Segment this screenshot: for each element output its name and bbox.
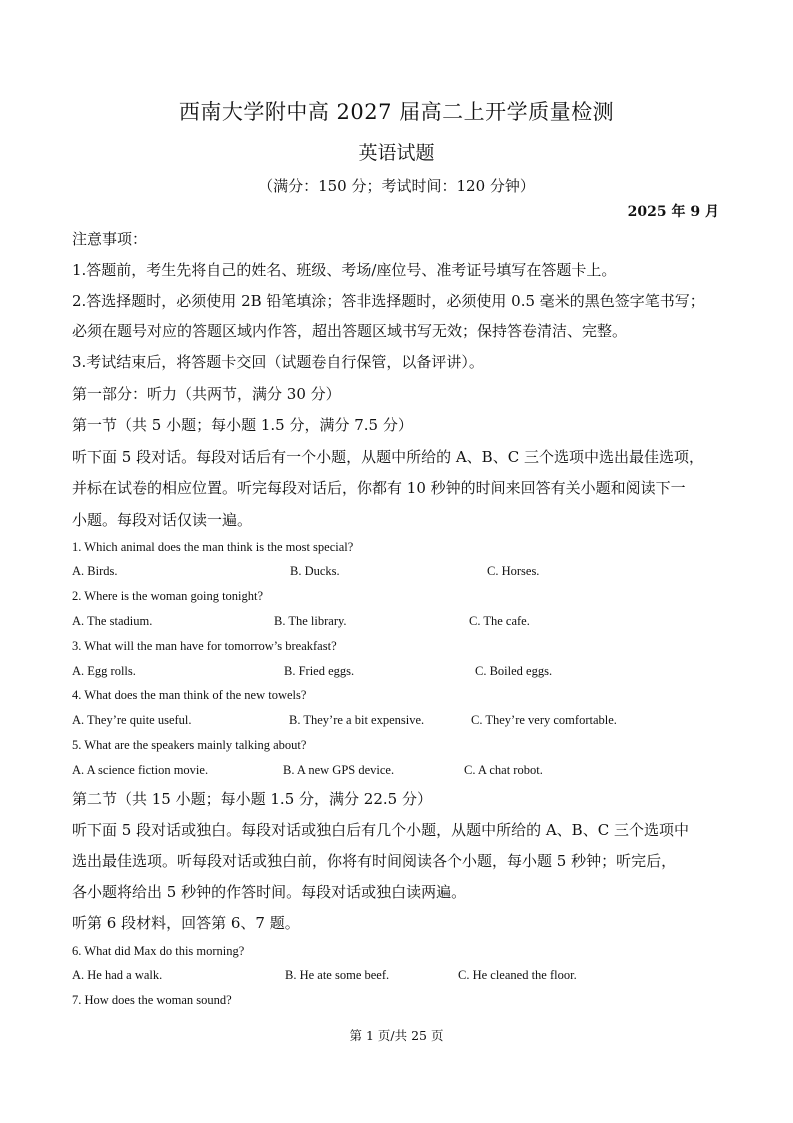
- section1-instructions-1: 听下面 5 段对话。每段对话后有一个小题，从题中所给的 A、B、C 三个选项中选出最佳选项，: [72, 448, 704, 466]
- notice-item-2: 2.答选择题时，必须使用 2B 铅笔填涂；答非选择题时，必须使用 0.5 毫米的黑色签字笔书写；: [72, 292, 705, 310]
- q4-option-b: B. They’re a bit expensive.: [289, 713, 425, 727]
- q1-option-b: B. Ducks.: [290, 564, 340, 578]
- q6-option-a: A. He had a walk.: [72, 968, 163, 982]
- q3-option-b: B. Fried eggs.: [284, 664, 355, 678]
- section1-instructions-3: 小题。每段对话仅读一遍。: [72, 511, 253, 529]
- question-2: 2. Where is the woman going tonight?: [72, 589, 264, 603]
- q5-option-a: A. A science fiction movie.: [72, 763, 209, 777]
- section2-heading: 第二节（共 15 小题；每小题 1.5 分，满分 22.5 分）: [72, 790, 432, 808]
- question-7: 7. How does the woman sound?: [72, 993, 232, 1007]
- section2-instructions-3: 各小题将给出 5 秒钟的作答时间。每段对话或独白读两遍。: [72, 883, 467, 901]
- q1-option-a: A. Birds.: [72, 564, 118, 578]
- notice-item-3: 3.考试结束后，将答题卡交回（试题卷自行保管，以备评讲）。: [72, 353, 484, 371]
- part1-heading: 第一部分：听力（共两节，满分 30 分）: [72, 385, 341, 403]
- q3-option-c: C. Boiled eggs.: [475, 664, 553, 678]
- q3-option-a: A. Egg rolls.: [72, 664, 136, 678]
- exam-meta: （满分：150 分；考试时间：120 分钟）: [258, 177, 535, 195]
- notice-heading: 注意事项：: [72, 230, 148, 248]
- q6-option-b: B. He ate some beef.: [285, 968, 390, 982]
- q6-option-c: C. He cleaned the floor.: [458, 968, 577, 982]
- q2-option-b: B. The library.: [274, 614, 347, 628]
- material-6-heading: 听第 6 段材料，回答第 6、7 题。: [72, 914, 300, 932]
- question-5: 5. What are the speakers mainly talking about?: [72, 738, 307, 752]
- notice-item-1: 1.答题前，考生先将自己的姓名、班级、考场/座位号、准考证号填写在答题卡上。: [72, 261, 617, 279]
- exam-subject: 英语试题: [358, 142, 435, 164]
- q2-option-a: A. The stadium.: [72, 614, 153, 628]
- section2-instructions-1: 听下面 5 段对话或独白。每段对话或独白后有几个小题，从题中所给的 A、B、C 三个选项中: [72, 821, 689, 839]
- exam-date: 2025 年 9 月: [627, 204, 719, 220]
- section1-heading: 第一节（共 5 小题；每小题 1.5 分，满分 7.5 分）: [72, 416, 413, 434]
- notice-item-2-cont: 必须在题号对应的答题区域内作答，超出答题区域书写无效；保持答卷清洁、完整。: [72, 322, 628, 340]
- question-4: 4. What does the man think of the new towels?: [72, 688, 307, 702]
- q5-option-b: B. A new GPS device.: [283, 763, 395, 777]
- q2-option-c: C. The cafe.: [469, 614, 530, 628]
- section2-instructions-2: 选出最佳选项。听每段对话或独白前，你将有时间阅读各个小题，每小题 5 秒钟；听完后，: [72, 852, 677, 870]
- exam-title: 西南大学附中高 2027 届高二上开学质量检测: [178, 100, 615, 124]
- q1-option-c: C. Horses.: [487, 564, 540, 578]
- question-6: 6. What did Max do this morning?: [72, 944, 245, 958]
- section1-instructions-2: 并标在试卷的相应位置。听完每段对话后，你都有 10 秒钟的时间来回答有关小题和阅读下一: [72, 479, 686, 497]
- question-3: 3. What will the man have for tomorrow’s breakfast?: [72, 639, 337, 653]
- q4-option-a: A. They’re quite useful.: [72, 713, 192, 727]
- q4-option-c: C. They’re very comfortable.: [471, 713, 617, 727]
- q5-option-c: C. A chat robot.: [464, 763, 543, 777]
- question-1: 1. Which animal does the man think is the most special?: [72, 540, 354, 554]
- page-footer: 第 1 页/共 25 页: [349, 1028, 444, 1043]
